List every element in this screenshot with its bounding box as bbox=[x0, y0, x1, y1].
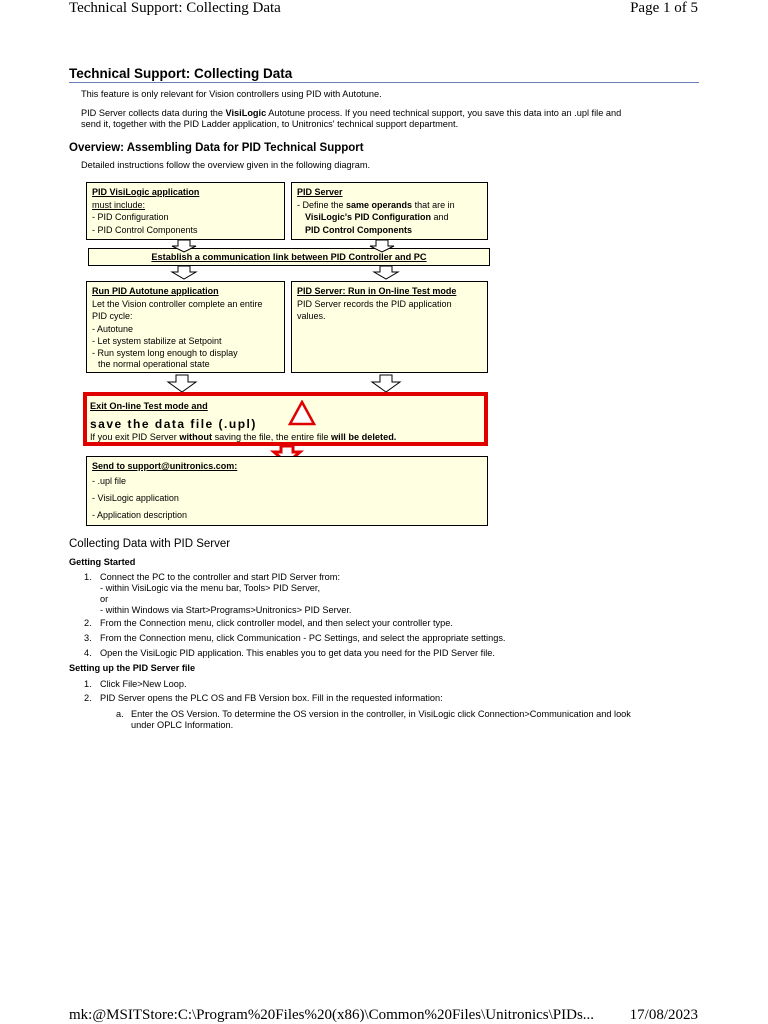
warning-triangle-icon bbox=[288, 400, 316, 426]
box-run-autotune: Run PID Autotune application Let the Vision controller complete an entire PID cycle: - Autotune - Let system stabilize at Setpoint - Run system long enough to display the normal operational state bbox=[86, 281, 285, 373]
print-header-title: Technical Support: Collecting Data bbox=[69, 0, 281, 16]
setup-heading: Setting up the PID Server file bbox=[69, 663, 196, 673]
intro-paragraph-2: PID Server collects data during the VisiLogic Autotune process. If you need technical support, you save this data into an .upl file and send it, together with the PID Ladder application, to Unitronics' technical support department. bbox=[81, 108, 622, 129]
print-footer-url: mk:@MSITStore:C:\Program%20Files%20(x86)\Common%20Files\Unitronics\PIDs... bbox=[69, 1007, 595, 1023]
communication-link-band: Establish a communication link between PID Controller and PC bbox=[88, 248, 490, 266]
step-number: 4. bbox=[84, 648, 92, 658]
box-pid-visilogic-app: PID VisiLogic application must include: - PID Configuration - PID Control Components bbox=[86, 182, 285, 240]
step-number: 2. bbox=[84, 618, 92, 628]
list-item: PID Server opens the PLC OS and FB Version box. Fill in the requested information: bbox=[100, 693, 443, 703]
section-heading-collecting-data: Collecting Data with PID Server bbox=[69, 538, 231, 550]
sub-step-letter: a. bbox=[116, 709, 124, 719]
down-arrow-icon bbox=[372, 375, 400, 392]
box-pid-server: PID Server - Define the same operands that are in VisiLogic's PID Configuration and PID Control Components bbox=[291, 182, 488, 240]
list-item: From the Connection menu, click controller model, and then select your controller type. bbox=[100, 618, 453, 628]
step-number: 1. bbox=[84, 679, 92, 689]
down-arrow-icon bbox=[168, 375, 196, 392]
overview-heading: Overview: Assembling Data for PID Technical Support bbox=[69, 142, 364, 154]
step-number: 3. bbox=[84, 633, 92, 643]
print-footer-date: 17/08/2023 bbox=[629, 1007, 698, 1023]
down-arrow-icon bbox=[172, 266, 196, 279]
list-item: Connect the PC to the controller and start PID Server from: - within VisiLogic via the menu bar, Tools> PID Server, or - within Windows via Start>Programs>Unitronics> PID Server. bbox=[100, 572, 352, 615]
box-send-to-support: Send to support@unitronics.com: - .upl file - VisiLogic application - Application description bbox=[86, 456, 488, 526]
down-arrow-icon bbox=[370, 240, 394, 252]
step-number: 1. bbox=[84, 572, 92, 582]
print-header-page: Page 1 of 5 bbox=[630, 0, 698, 16]
list-item: From the Connection menu, click Communication - PC Settings, and select the appropriate settings. bbox=[100, 633, 506, 643]
down-arrow-icon bbox=[374, 266, 398, 279]
list-item: Click File>New Loop. bbox=[100, 679, 187, 689]
box-online-test-mode: PID Server: Run in On-line Test mode PID Server records the PID application values. bbox=[291, 281, 488, 373]
getting-started-heading: Getting Started bbox=[69, 557, 136, 567]
list-item: Open the VisiLogic PID application. This enables you to get data you need for the PID Server file. bbox=[100, 648, 495, 658]
intro-paragraph-1: This feature is only relevant for Vision controllers using PID with Autotune. bbox=[81, 89, 382, 99]
step-number: 2. bbox=[84, 693, 92, 703]
list-item: Enter the OS Version. To determine the OS version in the controller, in VisiLogic click Connection>Communication and look under OPLC Information. bbox=[131, 709, 631, 730]
down-arrow-icon bbox=[172, 240, 196, 252]
box-save-data-file: Exit On-line Test mode and save the data file (.upl) If you exit PID Server without saving the file, the entire file will be deleted. bbox=[83, 392, 488, 446]
overview-text: Detailed instructions follow the overview given in the following diagram. bbox=[81, 160, 371, 170]
doc-title: Technical Support: Collecting Data bbox=[69, 66, 293, 81]
